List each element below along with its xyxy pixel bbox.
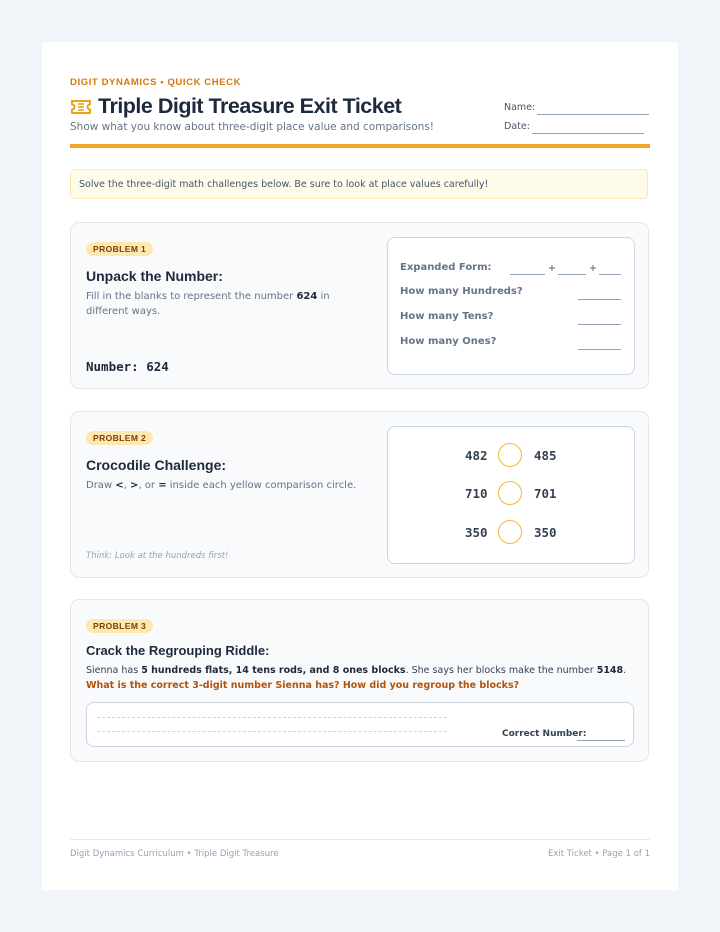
expanded-tens-blank[interactable] [558, 274, 586, 275]
problem-2-title: Crocodile Challenge: [86, 457, 227, 473]
name-field[interactable] [537, 114, 649, 115]
problem-2-badge: PROBLEM 2 [86, 431, 153, 445]
page-title: Triple Digit Treasure Exit Ticket [98, 94, 402, 118]
problem-2-description: Draw <, >, or = inside each yellow comparison circle. [86, 480, 357, 491]
correct-number-blank[interactable] [577, 740, 625, 741]
comparison-right-number: 485 [534, 448, 557, 463]
plus-sign: + [548, 263, 556, 274]
ticket-icon [70, 99, 92, 115]
comparison-circle[interactable] [498, 443, 522, 467]
problem-1-description: Fill in the blanks to represent the number 624 in different ways. [86, 291, 330, 317]
footer-divider [70, 839, 650, 840]
exit-ticket-sheet [42, 42, 678, 890]
ones-question: How many Ones? [400, 336, 497, 347]
expanded-form-label: Expanded Form: [400, 262, 492, 273]
header-divider [70, 144, 650, 148]
ones-answer-blank[interactable] [578, 349, 621, 350]
instructions-banner [70, 169, 648, 199]
hundreds-answer-blank[interactable] [578, 299, 621, 300]
comparison-right-number: 701 [534, 486, 557, 501]
instructions-text: Solve the three-digit math challenges below. Be sure to look at place values carefully! [79, 178, 489, 190]
page-subtitle: Show what you know about three-digit place value and comparisons! [70, 121, 435, 133]
problem-3-title: Crack the Regrouping Riddle: [86, 643, 270, 658]
problem-3-answer-box[interactable] [86, 702, 634, 747]
name-label: Name: [504, 102, 536, 113]
problem-2-card [70, 411, 649, 578]
problem-1-card [70, 222, 649, 389]
problem-2-hint: Think: Look at the hundreds first! [86, 551, 229, 561]
tens-question: How many Tens? [400, 311, 494, 322]
problem-3-card [70, 599, 649, 762]
date-label: Date: [504, 121, 530, 132]
correct-number-label: Correct Number: [502, 729, 587, 739]
footer-right: Exit Ticket • Page 1 of 1 [547, 849, 650, 859]
writing-line[interactable] [97, 731, 447, 732]
footer-left: Digit Dynamics Curriculum • Triple Digit Treasure [70, 849, 279, 859]
expanded-ones-blank[interactable] [599, 274, 621, 275]
problem-1-title: Unpack the Number: [86, 268, 223, 284]
comparison-right-number: 350 [534, 525, 557, 540]
comparison-left-number: 350 [465, 525, 488, 540]
expanded-hundreds-blank[interactable] [510, 274, 545, 275]
comparison-left-number: 482 [465, 448, 488, 463]
comparison-circle[interactable] [498, 481, 522, 505]
riddle-question: What is the correct 3-digit number Sienna has? How did you regroup the blocks? [86, 680, 520, 691]
date-field[interactable] [532, 133, 644, 134]
number-display: Number: 624 [86, 359, 169, 374]
writing-line[interactable] [97, 717, 447, 718]
comparison-circle[interactable] [498, 520, 522, 544]
riddle-text: Sienna has 5 hundreds flats, 14 tens rods, and 8 ones blocks. She says her blocks make the number 5148. [86, 665, 627, 676]
eyebrow-label: DIGIT DYNAMICS • QUICK CHECK [70, 77, 242, 88]
problem-1-answer-box [387, 237, 635, 375]
comparison-left-number: 710 [465, 486, 488, 501]
tens-answer-blank[interactable] [578, 324, 621, 325]
problem-2-answer-box [387, 426, 635, 564]
problem-3-badge: PROBLEM 3 [86, 619, 153, 633]
title-row [70, 94, 401, 119]
plus-sign: + [589, 263, 597, 274]
problem-1-badge: PROBLEM 1 [86, 242, 153, 256]
hundreds-question: How many Hundreds? [400, 286, 523, 297]
